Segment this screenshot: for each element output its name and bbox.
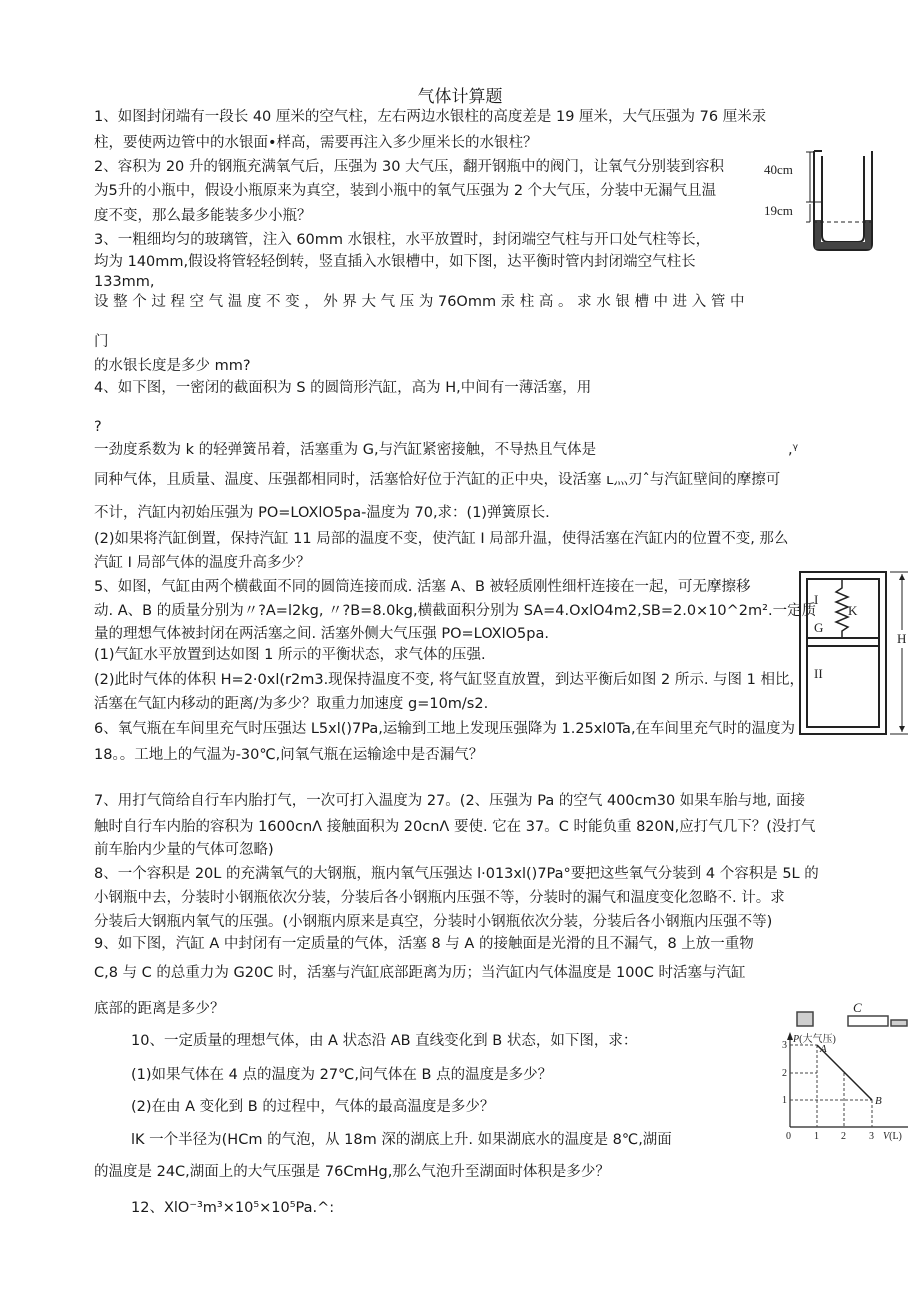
text-line: 为5升的小瓶中，假设小瓶原来为真空，装到小瓶中的氧气压强为 2 个大气压，分装中无漏气且温	[94, 183, 717, 199]
x-tick: 1	[814, 1131, 819, 1142]
label-v: V	[883, 1131, 890, 1142]
y-tick: 1	[782, 1095, 787, 1106]
u-tube-figure	[762, 148, 874, 256]
text-line: 7、用打气筒给自行车内胎打气，一次可打入温度为 27。(2、压强为 Pa 的空气 400cm30 如果车胎与地, 面接	[94, 793, 806, 809]
text-line: 的水银长度是多少 mm?	[94, 358, 251, 374]
text-line: 4、如下图，一密闭的截面积为 S 的圆筒形汽缸，高为 H,中间有一薄活塞，用	[94, 380, 592, 396]
x-tick: 0	[786, 1131, 791, 1142]
text-line: 动. A、B 的质量分别为〃?A=l2kg, 〃?B=8.0kg,横截面积分别为 SA=4.OxlO4m2,SB=2.0×10^2m².一定质	[94, 603, 817, 619]
text-line: 1、如图封闭端有一段长 40 厘米的空气柱，左右两边水银柱的高度差是 19 厘米，大气压强为 76 厘米汞	[94, 109, 767, 125]
svg-text:V(L)	[883, 1131, 902, 1142]
text-line: ?	[94, 419, 102, 435]
pv-graph-figure	[780, 1000, 912, 1144]
x-tick: 2	[841, 1131, 846, 1142]
text-line: 度不变，那么最多能装多少小瓶？	[94, 208, 312, 224]
text-line: 量的理想气体被封闭在两活塞之间. 活塞外侧大气压强 PO=LOXlO5pa.	[94, 626, 549, 642]
text-line: 均为 140mm,假设将管轻轻倒转，竖直插入水银槽中，如下图，达平衡时管内封闭端空气柱长	[94, 254, 696, 270]
page-title: 气体计算题	[417, 87, 503, 107]
text-line: 前车胎内少量的气体可忽略)	[94, 842, 274, 858]
text-line: 触时自行车内胎的容积为 1600cnΛ 接触面积为 20cnΛ 要使. 它在 37。C 时能负重 820N,应打气几下？(没打气	[94, 819, 816, 835]
label-b: B	[875, 1095, 882, 1107]
text-line: (2)在由 A 变化到 B 的过程中，气体的最高温度是多少？	[131, 1099, 495, 1115]
text-line: (1)气缸水平放置到达如图 1 所示的平衡状态，求气体的压强.	[94, 647, 486, 663]
text-line: 8、一个容积是 20L 的充满氧气的大钢瓶，瓶内氧气压强达 l·013xl()7Pa°要把这些氧气分装到 4 个容积是 5L 的	[94, 866, 819, 882]
text-line: (2)此时气体的体积 H=2·0xl(r2m3.现保持温度不变, 将气缸竖直放置，到达平衡后如图 2 所示. 与图 1 相比，	[94, 672, 804, 688]
text-line: 小钢瓶中去，分装时小钢瓶依次分装，分装后各小钢瓶内压强不等，分装时的漏气和温度变化忽略不. 计。求	[94, 890, 785, 906]
text-line: 5、如图，气缸由两个横截面不同的圆筒连接而成. 活塞 A、B 被轻质刚性细杆连接在一起，可无摩擦移	[94, 579, 751, 595]
text-line: 门	[94, 334, 109, 350]
text-line: (1)如果气体在 4 点的温度为 27℃,问气体在 B 点的温度是多少？	[131, 1067, 553, 1083]
text-line: 10、一定质量的理想气体，由 A 状态沿 AB 直线变化到 B 状态，如下图，求：	[131, 1033, 638, 1049]
text-line: 12、XlO⁻³m³×10⁵×10⁵Pa.^:	[131, 1200, 335, 1216]
cylinder-figure	[798, 570, 910, 738]
text-line: 6、氧气瓶在车间里充气时压强达 L5xl()7Pa,运输到工地上发现压强降为 1.25xl0Ta,在车间里充气时的温度为	[94, 721, 796, 737]
svg-text:P(大气压)	[792, 1032, 836, 1045]
label-c: C	[853, 1000, 862, 1015]
label-h: H	[897, 631, 907, 646]
text-line: 底部的距离是多少？	[94, 1001, 225, 1017]
text-line: 18。。工地上的气温为-30℃,问氧气瓶在运输途中是否漏气？	[94, 747, 484, 763]
label-19cm: 19cm	[764, 203, 793, 218]
text-line: lK 一个半径为(HCm 的气泡，从 18m 深的湖底上升. 如果湖底水的温度是 8℃,湖面	[131, 1132, 672, 1148]
label-g: G	[814, 620, 824, 635]
text-line: 9、如下图，汽缸 A 中封闭有一定质量的气体，活塞 8 与 A 的接触面是光滑的且不漏气，8 上放一重物	[94, 936, 754, 952]
label-l: (L)	[889, 1131, 902, 1142]
x-tick: 3	[869, 1131, 874, 1142]
label-p: P	[793, 1034, 800, 1045]
text-line: 分装后大钢瓶内氧气的压强。(小钢瓶内原来是真空，分装时小钢瓶依次分装，分装后各小钢瓶内压强不等)	[94, 914, 773, 930]
y-tick: 3	[782, 1040, 787, 1051]
text-line: 活塞在气缸内移动的距离/为多少？取重力加速度 g=10m∕s2.	[94, 696, 489, 712]
label-a: A	[820, 1043, 827, 1055]
text-line: 同种气体，且质量、温度、压强都相同时，活塞恰好位于汽缸的正中央，设活塞 ʟ灬刃ˆ与汽缸壁间的摩擦可	[94, 472, 781, 488]
text-line: 设 整 个 过 程 空 气 温 度 不 变 ， 外 界 大 气 压 为 76Omm 汞 柱 高 。 求 水 银 槽 中 进 入 管 中	[94, 294, 745, 310]
text-line: (2)如果将汽缸倒置，保持汽缸 11 局部的温度不变，使汽缸 I 局部升温，使得活塞在汽缸内的位置不变, 那么	[94, 531, 789, 547]
text-line: 的温度是 24C,湖面上的大气压强是 76CmHg,那么气泡升至湖面时体积是多少？	[94, 1164, 610, 1180]
text-line: 柱，要使两边管中的水银面•样高，需要再注入多少厘米长的水银柱？	[94, 135, 538, 151]
text-line: ,ᵞ	[788, 442, 799, 458]
label-k: K	[848, 603, 858, 618]
text-line: 133mm,	[94, 274, 155, 290]
label-ii: II	[814, 666, 823, 681]
label-i: I	[814, 592, 819, 607]
text-line: C,8 与 C 的总重力为 G20C 时，活塞与汽缸底部距离为历；当汽缸内气体温度是 100C 时活塞与汽缸	[94, 965, 746, 981]
text-line: 2、容积为 20 升的钢瓶充满氧气后，压强为 30 大气压，翻开钢瓶中的阀门，让氧气分别装到容积	[94, 159, 725, 175]
y-tick: 2	[782, 1068, 787, 1079]
label-40cm: 40cm	[764, 162, 793, 177]
text-line: 3、一粗细均匀的玻璃管，注入 60mm 水银柱，水平放置时，封闭端空气柱与开口处气柱等长，	[94, 232, 711, 248]
label-unit: (大气压)	[799, 1034, 836, 1045]
text-line: 汽缸 I 局部气体的温度升高多少？	[94, 555, 311, 571]
text-line: 不计，汽缸内初始压强为 PO=LOXlO5pa-温度为 70,求：(1)弹簧原长.	[94, 505, 550, 521]
text-line: 一劲度系数为 k 的轻弹簧吊着，活塞重为 G,与汽缸紧密接触，不导热且气体是	[94, 442, 597, 458]
